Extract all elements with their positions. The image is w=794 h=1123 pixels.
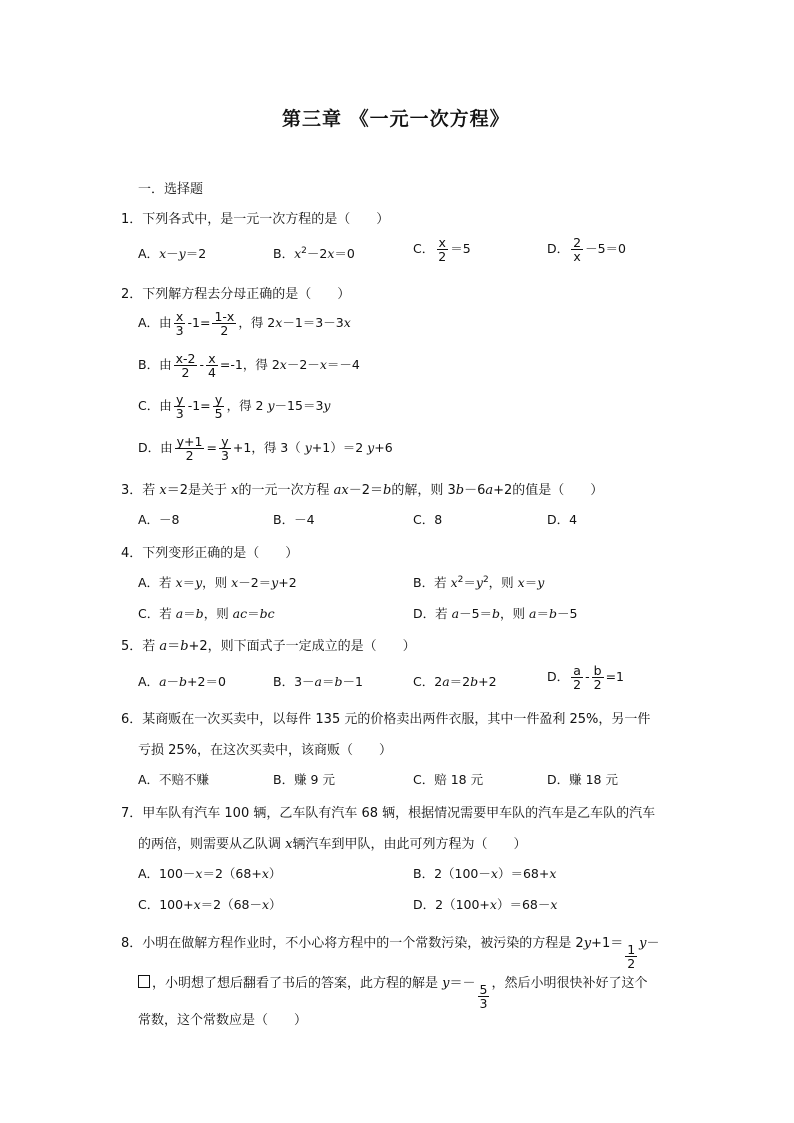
question-1-option-d[interactable]: D． $\frac{2}{x}$ －5＝0 [547,235,626,265]
question-7-option-d[interactable]: D．2（100+x）＝68－x [413,897,558,912]
question-6-stem-line-2: 亏损 25%，在这次买卖中，该商贩（ ） [138,743,393,758]
question-5-stem: 5．若 a＝b+2，则下面式子一定成立的是（ ） [121,639,416,654]
question-1-option-a[interactable]: A．x－y＝2 [138,246,207,261]
question-3-stem: 3．若 x＝2是关于 x的一元一次方程 ax－2＝b的解，则 3b－6a+2的值是（ ） [121,483,604,498]
question-8-stem-line-3: 常数，这个常数应是（ ） [138,1013,308,1028]
question-7-option-a[interactable]: A．100－x＝2（68+x） [138,866,282,881]
question-1-stem: 1．下列各式中，是一元一次方程的是（ ） [121,212,390,227]
section-heading: 一．选择题 [138,182,204,197]
question-4-option-c[interactable]: C．若 a＝b，则 ac＝bc [138,606,275,621]
question-5-option-b[interactable]: B．3－a＝b－1 [273,674,363,689]
question-3-option-d[interactable]: D．4 [547,512,578,527]
question-2-option-a[interactable]: A．由 $\frac{x}{3}$ -1= $\frac{1-x}{2}$ ，得 2x－1＝3－3x [138,309,351,339]
question-4-option-d[interactable]: D．若 a－5＝b，则 a＝b－5 [413,606,578,621]
question-7-option-b[interactable]: B．2（100－x）＝68+x [413,866,557,881]
question-5-option-d[interactable]: D． $\frac{a}{2}$ - $\frac{b}{2}$ =1 [547,663,624,693]
question-7-option-c[interactable]: C．100+x＝2（68－x） [138,897,282,912]
question-6-option-d[interactable]: D．赚 18 元 [547,772,618,787]
smudged-constant-box [138,975,150,988]
question-4-stem: 4．下列变形正确的是（ ） [121,546,299,561]
question-2-option-b[interactable]: B．由 $\frac{x-2}{2}$ - $\frac{x}{4}$ =-1，得 2x－2－x＝－4 [138,351,360,381]
question-8-stem-line-2: ，小明想了想后翻看了书后的答案，此方程的解是 y＝－ $\frac{5}{3}$ ，然后小明很快补好了这个 [138,972,647,1010]
question-6-option-c[interactable]: C．赔 18 元 [413,772,484,787]
question-2-option-c[interactable]: C．由 $\frac{y}{3}$ -1= $\frac{y}{5}$ ，得 2 y－15＝3y [138,392,331,422]
page-title: 第三章 《一元一次方程》 [282,108,510,130]
question-7-stem-line-1: 7．甲车队有汽车 100 辆，乙车队有汽车 68 辆，根据情况需要甲车队的汽车是乙车队的汽车 [121,806,656,821]
question-3-option-a[interactable]: A．－8 [138,512,180,527]
question-8-stem-line-1: 8．小明在做解方程作业时，不小心将方程中的一个常数污染，被污染的方程是 2y+1＝ $\frac{1}{2}$ y－ [121,936,660,972]
question-5-option-c[interactable]: C．2a＝2b+2 [413,674,497,689]
question-5-option-a[interactable]: A．a－b+2＝0 [138,674,226,689]
question-6-option-a[interactable]: A．不赔不赚 [138,772,210,787]
question-1-option-c[interactable]: C． $\frac{x}{2}$ ＝5 [413,235,471,265]
question-6-stem-line-1: 6．某商贩在一次买卖中，以每件 135 元的价格卖出两件衣服，其中一件盈利 25%，另一件 [121,712,651,727]
question-2-option-d[interactable]: D．由 $\frac{y+1}{2}$ = $\frac{y}{3}$ +1，得 3（ y+1）＝2 y+6 [138,434,393,464]
question-4-option-b[interactable]: B．若 $x^2=y^2$，则 x＝y [413,574,545,590]
question-6-option-b[interactable]: B．赚 9 元 [273,772,335,787]
question-4-option-a[interactable]: A．若 x＝y，则 x－2＝y+2 [138,575,297,590]
question-7-stem-line-2: 的两倍，则需要从乙队调 x辆汽车到甲队，由此可列方程为（ ） [138,837,527,852]
question-3-option-c[interactable]: C．8 [413,512,443,527]
question-3-option-b[interactable]: B．－4 [273,512,315,527]
question-1-option-b[interactable]: B．$x^2-2x=0$ [273,245,355,261]
question-2-stem: 2．下列解方程去分母正确的是（ ） [121,287,351,302]
